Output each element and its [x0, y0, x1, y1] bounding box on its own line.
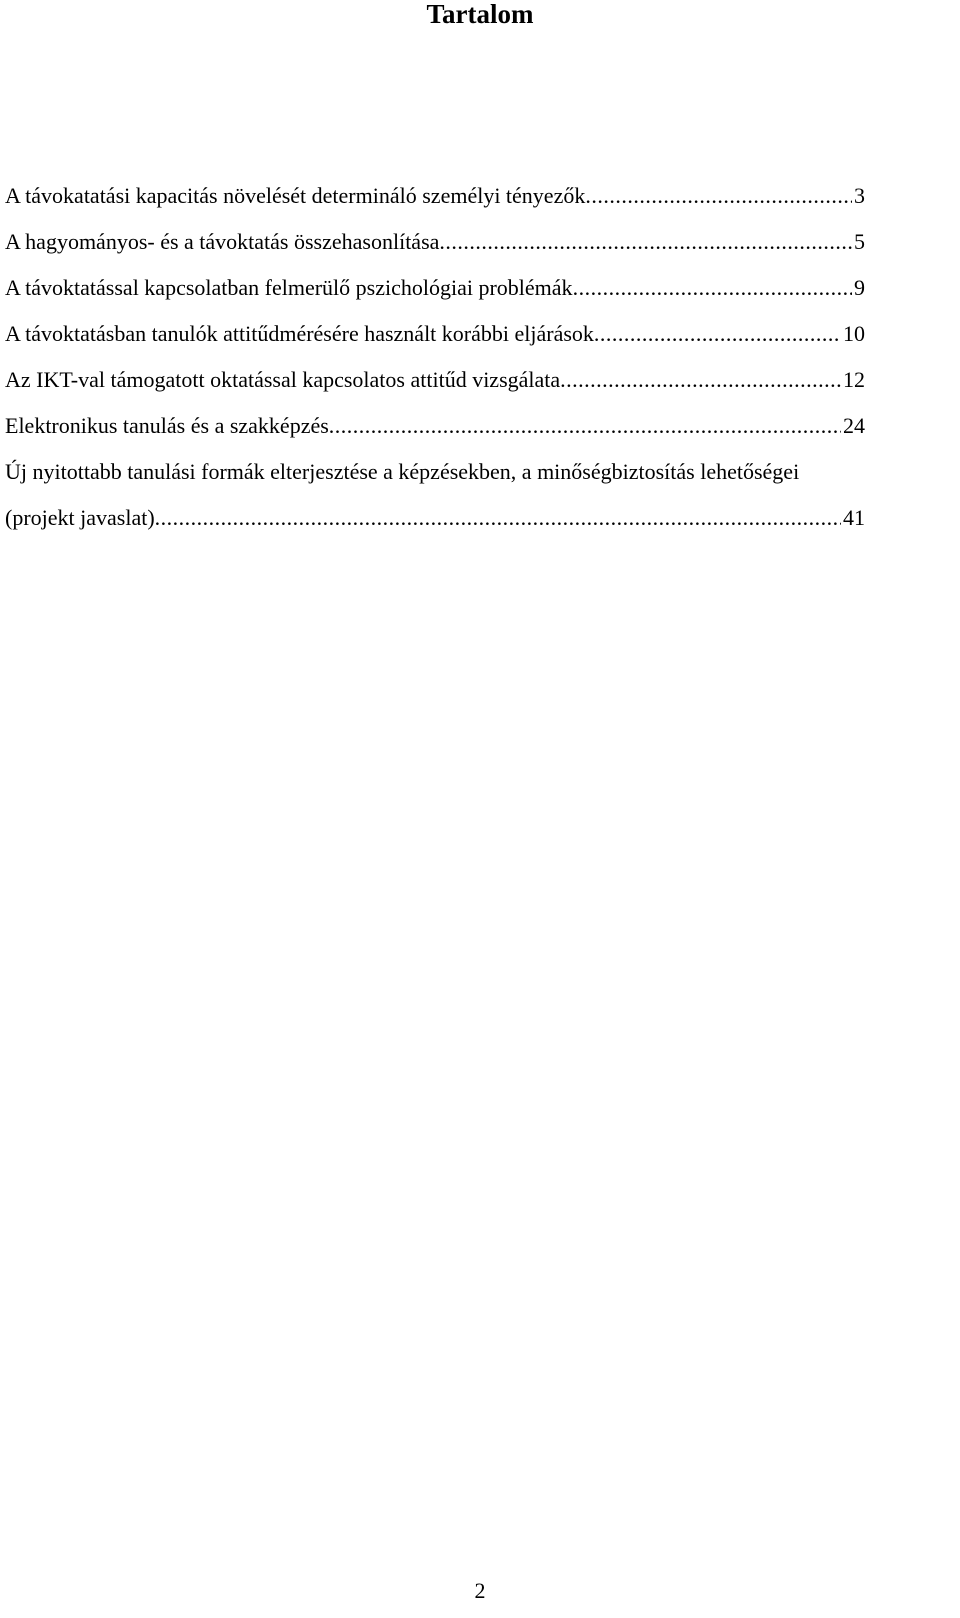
page-number: 2: [474, 1578, 486, 1603]
dot-leader: [585, 183, 852, 209]
toc-entry-title-continued: (projekt javaslat): [5, 505, 155, 530]
toc-entry-title: A távoktatással kapcsolatban felmerülő pszichológiai problémák: [5, 275, 573, 300]
toc-entry-page: 10: [843, 321, 865, 346]
dot-leader: [573, 275, 852, 301]
toc-entry-title: A hagyományos- és a távoktatás összehasonlítása: [5, 229, 440, 254]
toc-entry-title: Az IKT-val támogatott oktatással kapcsolatos attitűd vizsgálata: [5, 367, 561, 392]
toc-entry-page: 12: [843, 367, 865, 392]
dot-leader: [329, 413, 841, 439]
toc-entry[interactable]: [5, 413, 950, 459]
toc-entry-title: A távoktatásban tanulók attitűdmérésére használt korábbi eljárások: [5, 321, 594, 346]
toc-entry[interactable]: [5, 275, 950, 321]
dot-leader: [594, 321, 841, 347]
page-title: Tartalom: [426, 0, 534, 29]
toc-entry-page: 3: [854, 183, 865, 208]
toc-entry-page: 5: [854, 229, 865, 254]
toc-entry-page: 24: [843, 413, 865, 438]
toc-entry-wrapped-first-line[interactable]: [5, 459, 950, 505]
toc-entry[interactable]: [5, 183, 950, 229]
toc-entry-title: Elektronikus tanulás és a szakképzés: [5, 413, 329, 438]
dot-leader: [155, 505, 841, 531]
dot-leader: [560, 367, 841, 393]
toc-entry[interactable]: [5, 367, 950, 413]
toc-entry[interactable]: [5, 229, 950, 275]
toc-entry-page: 41: [843, 505, 865, 530]
toc-entry-page: 9: [854, 275, 865, 300]
toc-entry-wrapped-second-line[interactable]: [5, 505, 950, 551]
toc-entry-title: Új nyitottabb tanulási formák elterjesztése a képzésekben, a minőségbiztosítás lehetőségei: [5, 459, 800, 484]
dot-leader: [439, 229, 852, 255]
toc-entry[interactable]: [5, 321, 950, 367]
table-of-contents: [5, 183, 950, 551]
toc-entry-title: A távokatatási kapacitás növelését determináló személyi tényezők: [5, 183, 586, 208]
